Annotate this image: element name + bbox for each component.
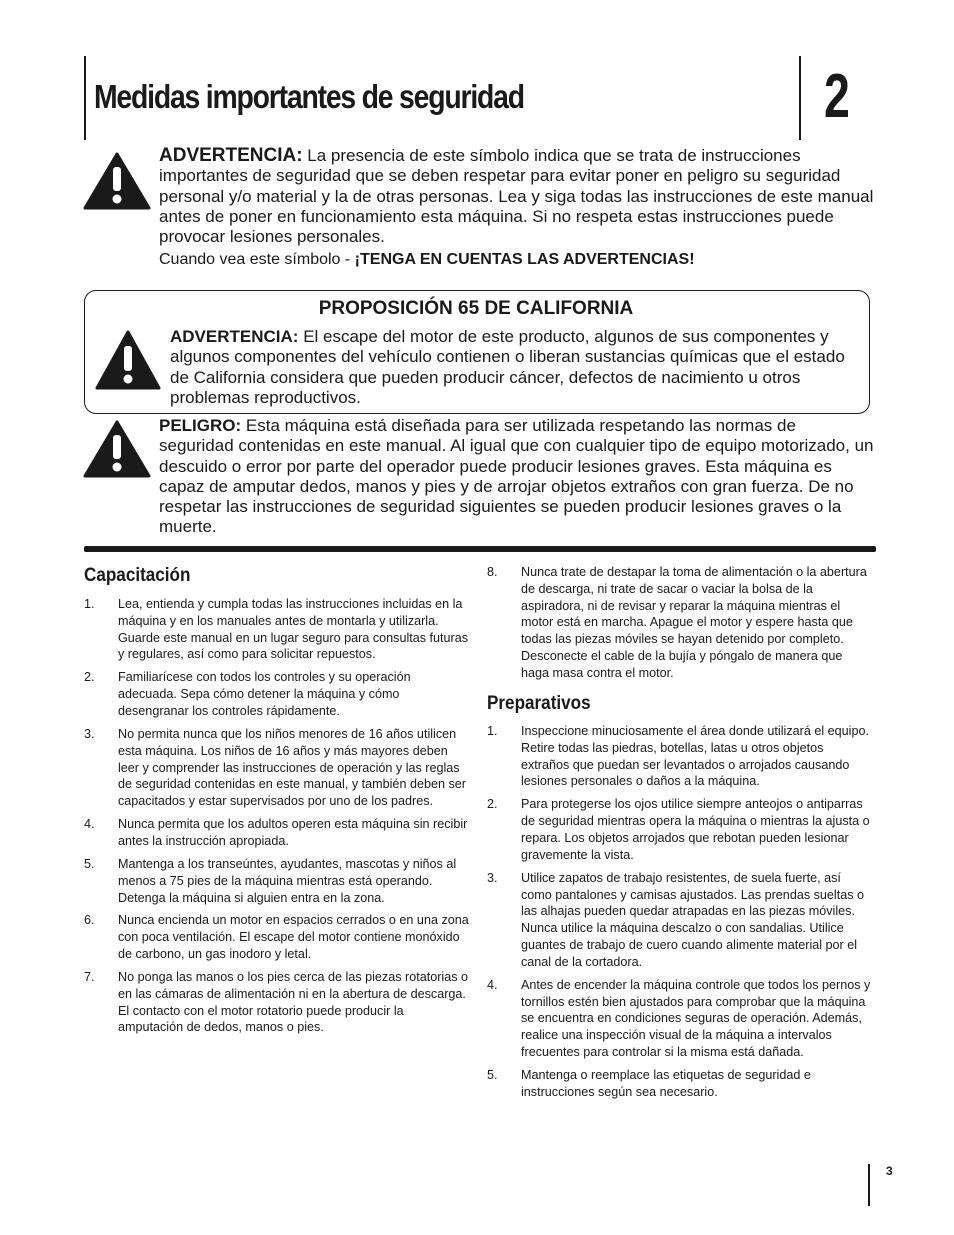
item-text: Mantenga o reemplace las etiquetas de seguridad e instrucciones según sea necesario. [521, 1067, 811, 1099]
danger-text [159, 416, 874, 538]
section-divider [84, 546, 876, 552]
item-text: No ponga las manos o los pies cerca de las piezas rotatorias o en las cámaras de alimentación ni en la abertura de descarga. El contacto con el motor rotatorio puede producir la amputación de dedos, manos o pies. [118, 970, 469, 1035]
item-number: 4. [487, 977, 498, 992]
list-item [84, 669, 472, 719]
list-item [487, 977, 873, 1061]
list-item [487, 564, 873, 682]
item-text: Lea, entienda y cumpla todas las instrucciones incluidas en la máquina y en los manuales antes de montarla y utilizarla. Guarde este manual en un lugar seguro para consultas futuras y regulares, así como para solicitar repuestos. [118, 597, 469, 662]
header-left-rule [84, 56, 86, 140]
section-title-capacitacion: Capacitación [84, 565, 191, 586]
item-text: No permita nunca que los niños menores de 16 años utilicen esta máquina. Los niños de 16 años y más mayores deben leer y comprender las instrucciones de operación y las reglas de seguridad contenidas en este manual, y también deben ser capacitados y estar supervisados por uno de los padres. [118, 726, 466, 809]
item-text: Familiarícese con todos los controles y su operación adecuada. Sepa cómo detener la máquina y cómo desengranar los controles rápidamente. [118, 670, 411, 718]
list-item [84, 912, 472, 962]
general-warning-text [159, 146, 874, 271]
list-item [487, 1067, 873, 1101]
item-number: 3. [487, 870, 498, 885]
prop65-label: ADVERTENCIA: [170, 327, 299, 346]
item-number: 2. [84, 670, 95, 685]
item-number: 4. [84, 817, 95, 832]
item-number: 2. [487, 797, 498, 812]
chapter-number: 2 [824, 62, 850, 131]
prop65-warning-text [170, 327, 860, 408]
page-number: 3 [886, 1164, 893, 1178]
list-item [84, 969, 472, 1036]
list-item [84, 596, 472, 663]
list-item [84, 816, 472, 850]
list-item [487, 723, 873, 790]
item-number: 6. [84, 913, 95, 928]
item-number: 5. [84, 856, 95, 871]
item-number: 8. [487, 565, 498, 579]
warning-triangle-icon [95, 330, 161, 390]
item-text: Nunca trate de destapar la toma de alimentación o la abertura de descarga, ni trate de sacar o vaciar la bolsa de la aspiradora, ni de revisar y reparar la máquina mientras el motor está en marcha. Apague el motor y espere hasta que todas las piezas móviles se hayan detenido por completo. Desconecte el cable de la bujía y póngalo de manera que haga masa contra el motor. [521, 565, 867, 680]
danger-triangle-icon [83, 420, 151, 478]
list-item [84, 856, 472, 906]
prop65-title: PROPOSICIÓN 65 DE CALIFORNIA [318, 298, 634, 319]
prop65-body: El escape del motor de este producto, algunos de sus componentes y algunos componentes del vehículo contienen o liberan sustancias químicas que el estado de California considera que pueden producir cáncer, defectos de nacimiento u otros problemas reproductivos. [170, 327, 845, 407]
item-text: Para protegerse los ojos utilice siempre anteojos o antiparras de seguridad mientras opera la máquina o mientras la ajusta o repara. Los objetos arrojados que rebotan pueden lesionar gravemente la vista. [521, 797, 870, 862]
general-warning-label: ADVERTENCIA: [159, 145, 303, 166]
general-warning-body: La presencia de este símbolo indica que se trata de instrucciones importantes de seguridad que se deben respetar para evitar poner en peligro su seguridad personal y/o material y la de otras personas. Lea y siga todas las instrucciones de este manual antes de poner en funcionamiento esta máquina. Si no respeta estas instrucciones puede provocar lesiones personales. [159, 146, 874, 247]
general-warning-reminder [159, 250, 874, 270]
list-item [487, 870, 873, 971]
capacitacion-list [84, 596, 472, 1042]
item-text: Nunca permita que los adultos operen esta máquina sin recibir antes la instrucción apropiada. [118, 817, 468, 848]
danger-label: PELIGRO: [159, 416, 242, 435]
reminder-prefix: Cuando vea este símbolo - [159, 251, 355, 269]
page-title: Medidas importantes de seguridad [94, 78, 524, 115]
list-item [84, 726, 472, 810]
warning-triangle-icon [83, 152, 151, 210]
section-title-preparativos: Preparativos [487, 693, 591, 714]
item-number: 5. [487, 1067, 498, 1082]
item-number: 1. [487, 724, 498, 738]
preparativos-list [487, 723, 873, 1107]
footer-rule [868, 1164, 870, 1206]
item-text: Antes de encender la máquina controle que todos los pernos y tornillos estén bien ajustados para comprobar que la máquina se encuentra en condiciones seguras de operación. Además, realice una inspección visual de la máquina a intervalos frecuentes para controlar si la misma está dañada. [521, 977, 871, 1059]
item-number: 3. [84, 726, 95, 741]
header-right-rule [799, 56, 801, 140]
reminder-emphasis: ¡TENGA EN CUENTAS LAS ADVERTENCIAS! [354, 251, 695, 269]
item-number: 1. [84, 597, 95, 611]
item-text: Mantenga a los transeúntes, ayudantes, mascotas y niños al menos a 75 pies de la máquina mientras está operando. Detenga la máquina si alguien entra en la zona. [118, 856, 457, 905]
danger-body: Esta máquina está diseñada para ser utilizada respetando las normas de seguridad contenidas en este manual. Al igual que con cualquier tipo de equipo motorizado, un descuido o error por parte del operador puede producir lesiones graves. Esta máquina es capaz de amputar dedos, manos y pies y de arrojar objetos extraños con gran fuerza. De no respetar las instrucciones de seguridad siguientes se pueden producir lesiones graves o la muerte. [159, 416, 874, 537]
list-item [487, 796, 873, 863]
item-text: Utilice zapatos de trabajo resistentes, de suela fuerte, así como pantalones y camisas ajustados. Las prendas sueltas o las alhajas pueden quedar atrapadas en las piezas móviles. Nunca utilice la máquina descalzo o con sandalias. Utilice guantes de trabajo de cuero cuando alimente material por el canal de la cortadora. [521, 870, 865, 969]
item-text: Inspeccione minuciosamente el área donde utilizará el equipo. Retire todas las piedras, botellas, latas u otros objetos extraños que puedan ser levantados o arrojados causando lesiones personales o daños a la máquina. [521, 724, 869, 789]
capacitacion-list-continued [487, 564, 873, 688]
item-number: 7. [84, 970, 95, 985]
item-text: Nunca encienda un motor en espacios cerrados o en una zona con poca ventilación. El escape del motor contiene monóxido de carbono, un gas inodoro y letal. [118, 913, 469, 962]
